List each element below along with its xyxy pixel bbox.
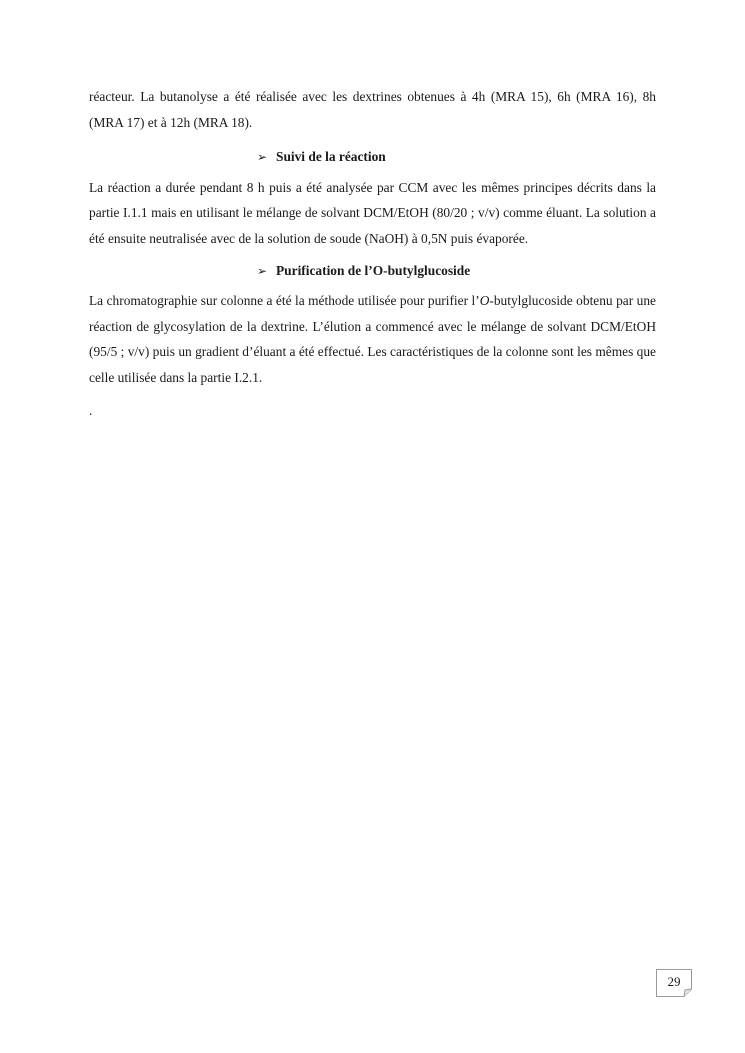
- arrow-bullet-icon: ➢: [257, 150, 268, 165]
- trailing-dot: .: [89, 402, 93, 418]
- arrow-bullet-icon: ➢: [257, 263, 268, 278]
- paragraph-text-part: La chromatographie sur colonne a été la méthode utilisée pour purifier l’: [89, 293, 480, 309]
- page-number: 29: [667, 974, 681, 989]
- heading-text: Purification de l’O-butylglucoside: [276, 262, 471, 278]
- page-number-badge: [656, 969, 692, 997]
- heading-text: Suivi de la réaction: [276, 149, 386, 165]
- section-heading-purification: [89, 258, 656, 284]
- paragraph-text-part: -butylglucoside obtenu par une réaction de glycosylation de la dextrine. L’élution a commencé avec le mélange de solvant DCM/EtOH (95/5 ; v/v) puis un gradient d’éluant a été effectué. Les caractéristiques de la colonne sont les mêmes que celle utilisée dans la partie I.2.1.: [89, 293, 657, 385]
- section-heading-reaction-monitoring: [89, 144, 656, 170]
- italic-prefix: O: [479, 293, 490, 309]
- paragraph-reaction-monitoring: La réaction a durée pendant 8 h puis a été analysée par CCM avec les mêmes principes décrits dans la partie I.1.1 mais en utilisant le mélange de solvant DCM/EtOH (80/20 ; v/v) comme éluant. La solution a été ensuite neutralisée avec de la solution de soude (NaOH) à 0,5N puis évaporée.: [89, 179, 656, 246]
- page-body: [89, 84, 656, 423]
- paragraph-purification: [89, 288, 656, 390]
- paragraph-butanolysis: réacteur. La butanolyse a été réalisée avec les dextrines obtenues à 4h (MRA 15), 6h (MRA 16), 8h (MRA 17) et à 12h (MRA 18).: [89, 89, 656, 130]
